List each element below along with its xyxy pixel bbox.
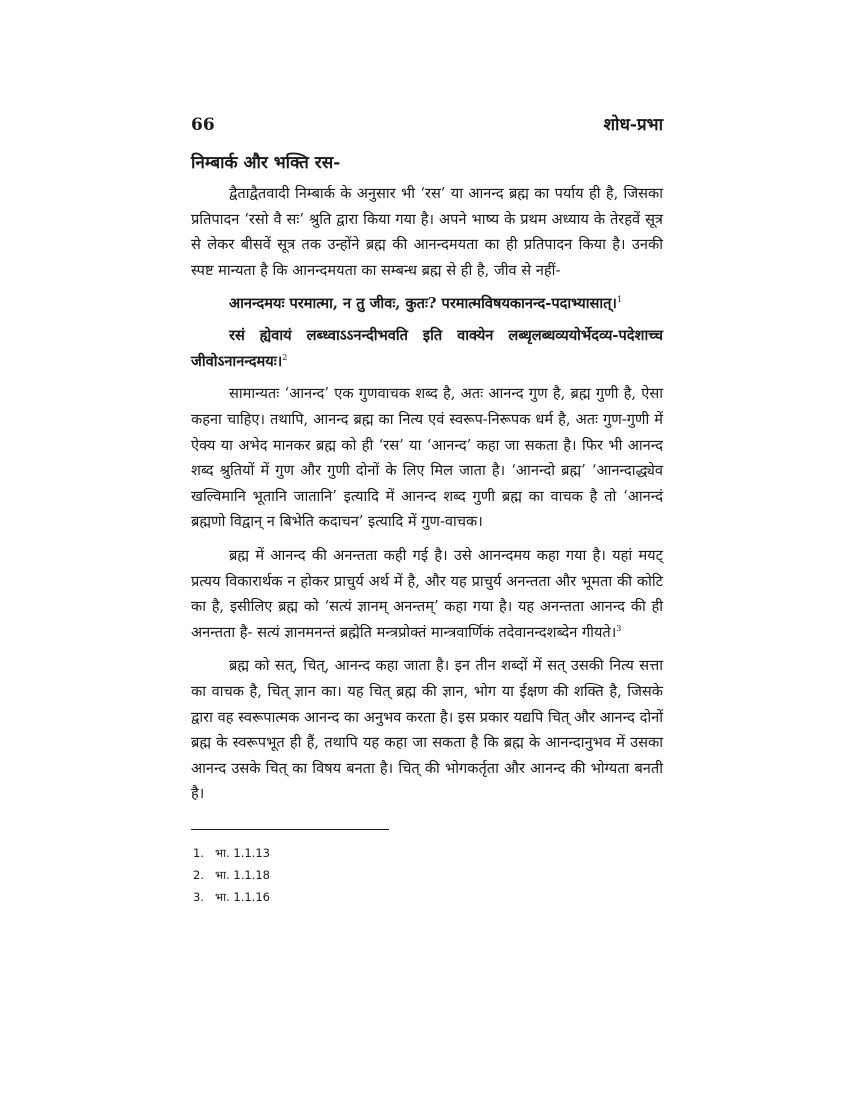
paragraph-1: द्वैताद्वैतवादी निम्बार्क के अनुसार भी ‘रस’ या आनन्द ब्रह्म का पर्याय ही है, जिसका प्रतिपादन ‘रसो वै सः’ श्रुति द्वारा किया गया है। अपने भाष्य के प्रथम अध्याय के तेरहवें सूत्र से लेकर बीसवें सूत्र तक उन्होंने ब्रह्म की आनन्दमयता का ही प्रतिपादन किया है। उनकी स्पष्ट मान्यता है कि आनन्दमयता का सम्बन्ध ब्रह्म से ही है, जीव से नहीं- bbox=[191, 185, 663, 279]
footnote-ref-2[interactable]: 2 bbox=[282, 353, 288, 363]
paragraph-2: सामान्यतः ‘आनन्द’ एक गुणवाचक शब्द है, अतः आनन्द गुण है, ब्रह्म गुणी है, ऐसा कहना चाहिए। तथापि, आनन्द ब्रह्म का नित्य एवं स्वरूप-निरूपक धर्म है, अतः गुण-गुणी में ऐक्य या अभेद मानकर ब्रह्म को ही ‘रस’ या ‘आनन्द’ कहा जा सकता है। फिर भी आनन्द शब्द श्रुतियों में गुण और गुणी दोनों के लिए मिल जाता है। ‘आनन्दो ब्रह्म’ ‘आनन्दाद्ध्येव खल्विमानि भूतानि जातानि’ इत्यादि में आनन्द शब्द गुणी ब्रह्म का वाचक है तो ‘आनन्दं ब्रह्मणो विद्वान् न बिभेति कदाचन’ इत्यादि में गुण-वाचक। bbox=[191, 385, 663, 531]
running-title: शोध-प्रभा bbox=[603, 115, 663, 135]
paragraph-4: ब्रह्म को सत्, चित्, आनन्द कहा जाता है। इन तीन शब्दों में सत् उसकी नित्य सत्ता का वाचक है, चित् ज्ञान का। यह चित् ब्रह्म की ज्ञान, भोग या ईक्षण की शक्ति है, जिसके द्वारा वह स्वरूपात्मक आनन्द का अनुभव करता है। इस प्रकार यद्यपि चित् और आनन्द दोनों ब्रह्म के स्वरूपभूत ही हैं, तथापि यह कहा जा सकता है कि ब्रह्म के आनन्दानुभव में उसका आनन्द उसके चित् का विषय बनता है। चित् की भोगकर्तृता और आनन्द की भोग्यता बनती है। bbox=[191, 657, 663, 803]
footnote-number: 2. bbox=[193, 867, 204, 882]
footnote-text: भा. 1.1.16 bbox=[215, 889, 270, 904]
sanskrit-quote-1 bbox=[191, 291, 663, 317]
footnote-item bbox=[193, 886, 663, 908]
footnote-number: 3. bbox=[193, 889, 204, 904]
quote-2-text: रसं ह्येवायं लब्ध्वाऽऽनन्दीभवति इति वाक्येन लब्धृलब्धव्ययोर्भेदव्य-पदेशाच्च जीवोऽनानन्दमयः। bbox=[191, 327, 663, 371]
footnote-ref-1[interactable]: 1 bbox=[616, 295, 623, 305]
footnote-ref-3[interactable]: 3 bbox=[616, 623, 622, 633]
footnote-divider bbox=[191, 829, 389, 830]
footnotes-list bbox=[191, 842, 663, 908]
paragraph-3 bbox=[191, 543, 663, 645]
page-header bbox=[191, 112, 663, 142]
footnote-item bbox=[193, 842, 663, 864]
page-number: 66 bbox=[191, 115, 215, 135]
footnote-text: भा. 1.1.18 bbox=[215, 867, 270, 882]
section-heading: निम्बार्क और भक्ति रस- bbox=[191, 153, 341, 173]
paragraph-3-text: ब्रह्म में आनन्द की अनन्तता कही गई है। उसे आनन्दमय कहा गया है। यहां मयट् प्रत्यय विकारार्थक न होकर प्राचुर्य अर्थ में है, और यह प्राचुर्य अनन्तता और भूमता की कोटि का है, इसीलिए ब्रह्म को ‘सत्यं ज्ञानम् अनन्तम्’ कहा गया है। यह अनन्तता आनन्द की ही अनन्तता है- सत्यं ज्ञानमनन्तं ब्रह्मेति मन्त्रप्रोक्तं मान्त्रवार्णिकं तदेवानन्दशब्देन गीयते। bbox=[191, 546, 663, 641]
footnote-text: भा. 1.1.13 bbox=[215, 845, 270, 860]
document-page bbox=[191, 112, 663, 908]
footnote-item bbox=[193, 864, 663, 886]
quote-1-text: आनन्दमयः परमात्मा, न तु जीवः, कुतः? परमात्मविषयकानन्द-पदाभ्यासात्। bbox=[229, 295, 617, 313]
footnote-number: 1. bbox=[193, 845, 204, 860]
sanskrit-quote-2 bbox=[191, 323, 663, 375]
